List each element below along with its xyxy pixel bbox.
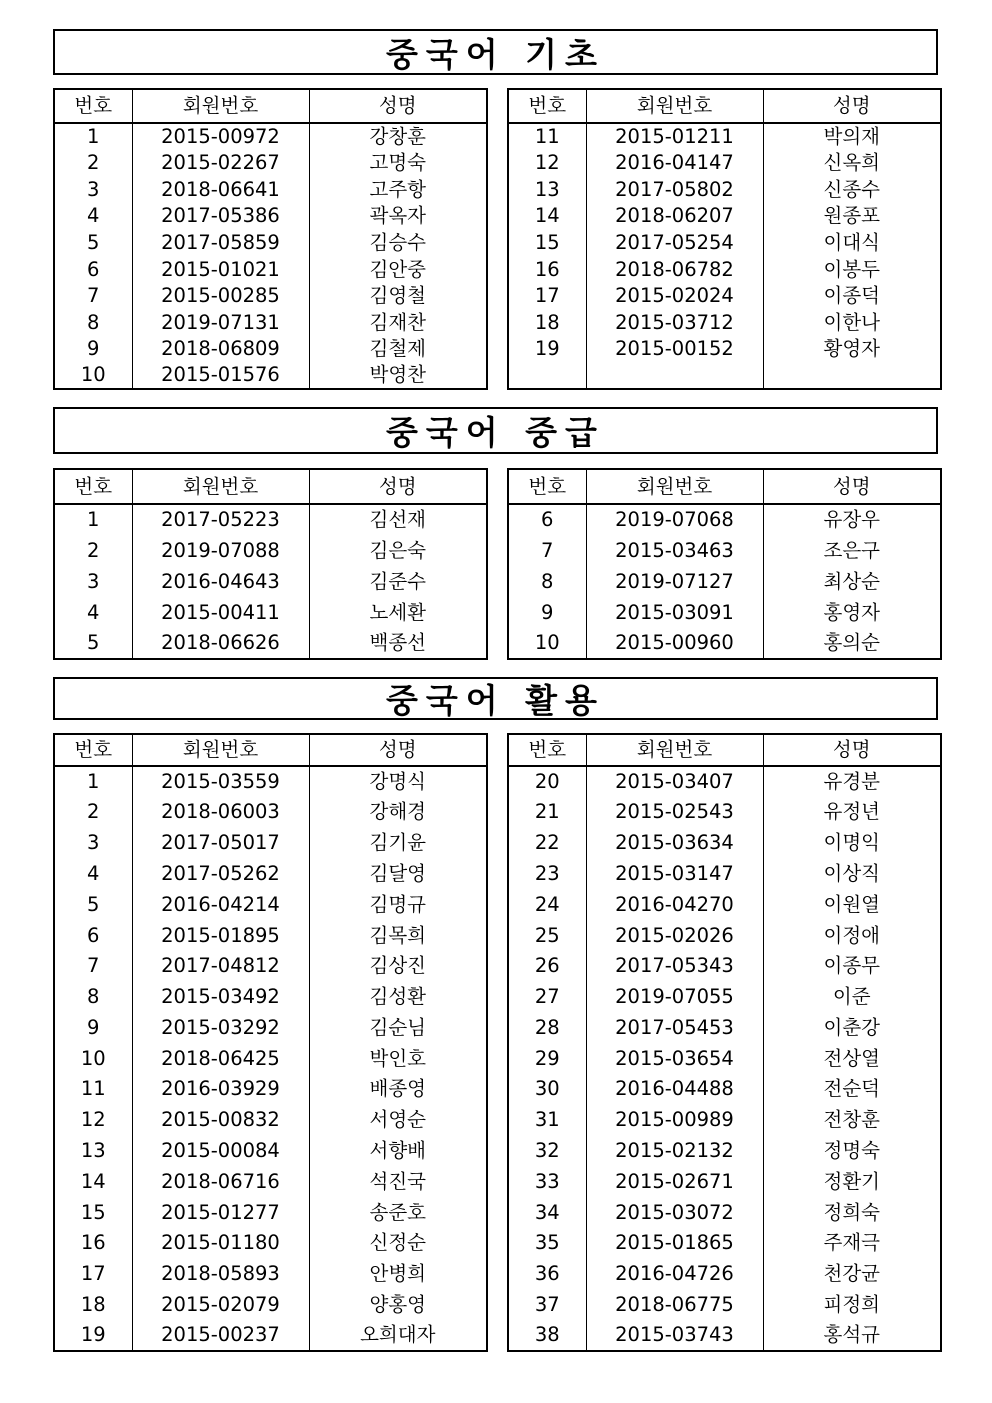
table-row xyxy=(508,256,941,283)
cell-no: 4 xyxy=(54,597,132,628)
cell-member-id: 2018-06626 xyxy=(132,628,309,659)
cell-member-id: 2015-03712 xyxy=(586,309,763,336)
cell-member-id: 2015-03492 xyxy=(132,981,309,1012)
table-row xyxy=(54,535,487,566)
cell-no: 9 xyxy=(508,597,586,628)
cell-member-id: 2015-01895 xyxy=(132,920,309,951)
cell-name: 오희대자 xyxy=(309,1320,487,1351)
cell-no: 8 xyxy=(54,309,132,336)
cell-no: 17 xyxy=(54,1259,132,1290)
cell-no: 24 xyxy=(508,889,586,920)
cell-no: 4 xyxy=(54,203,132,230)
cell-name: 김명규 xyxy=(309,889,487,920)
cell-member-id: 2019-07068 xyxy=(586,504,763,535)
cell-name: 서향배 xyxy=(309,1135,487,1166)
cell-member-id: 2017-05386 xyxy=(132,203,309,230)
cell-no: 17 xyxy=(508,283,586,310)
cell-member-id: 2015-01865 xyxy=(586,1228,763,1259)
cell-no: 13 xyxy=(54,1135,132,1166)
cell-no: 35 xyxy=(508,1228,586,1259)
table-row xyxy=(508,1135,941,1166)
cell-name: 김성환 xyxy=(309,981,487,1012)
cell-member-id: 2018-06782 xyxy=(586,256,763,283)
cell-no: 13 xyxy=(508,176,586,203)
roster-table-intermediate-left xyxy=(53,468,488,660)
cell-name: 정환기 xyxy=(763,1166,941,1197)
table-row xyxy=(54,889,487,920)
cell-no: 8 xyxy=(508,566,586,597)
header-name: 성명 xyxy=(309,734,487,766)
cell-name: 백종선 xyxy=(309,628,487,659)
table-row xyxy=(508,766,941,797)
cell-no: 34 xyxy=(508,1197,586,1228)
header-member-id: 회원번호 xyxy=(586,469,763,504)
cell-no: 32 xyxy=(508,1135,586,1166)
cell-no: 7 xyxy=(54,283,132,310)
cell-name: 이종덕 xyxy=(763,283,941,310)
table-row xyxy=(54,828,487,859)
cell-name: 고주항 xyxy=(309,176,487,203)
table-row xyxy=(508,1012,941,1043)
cell-no: 14 xyxy=(508,203,586,230)
cell-no: 28 xyxy=(508,1012,586,1043)
table-row xyxy=(54,309,487,336)
table-row xyxy=(508,1197,941,1228)
cell-no: 2 xyxy=(54,797,132,828)
cell-name: 배종영 xyxy=(309,1074,487,1105)
cell-no: 9 xyxy=(54,336,132,363)
cell-name: 정희숙 xyxy=(763,1197,941,1228)
cell-name: 전순덕 xyxy=(763,1074,941,1105)
cell-member-id: 2019-07131 xyxy=(132,309,309,336)
cell-no xyxy=(508,362,586,389)
table-row xyxy=(508,1105,941,1136)
table-row xyxy=(508,1259,941,1290)
table-row xyxy=(54,1074,487,1105)
table-row xyxy=(508,1228,941,1259)
cell-name: 홍의순 xyxy=(763,628,941,659)
header-no: 번호 xyxy=(508,469,586,504)
table-row xyxy=(54,1259,487,1290)
table-row xyxy=(508,920,941,951)
header-no: 번호 xyxy=(508,734,586,766)
cell-name: 김기윤 xyxy=(309,828,487,859)
cell-member-id: 2018-06641 xyxy=(132,176,309,203)
cell-no: 21 xyxy=(508,797,586,828)
cell-no: 38 xyxy=(508,1320,586,1351)
cell-no: 16 xyxy=(54,1228,132,1259)
cell-name: 이춘강 xyxy=(763,1012,941,1043)
cell-no: 3 xyxy=(54,176,132,203)
cell-name: 홍영자 xyxy=(763,597,941,628)
table-row xyxy=(508,309,941,336)
header-member-id: 회원번호 xyxy=(586,734,763,766)
header-no: 번호 xyxy=(54,734,132,766)
cell-name: 곽옥자 xyxy=(309,203,487,230)
cell-name: 석진국 xyxy=(309,1166,487,1197)
cell-name: 이봉두 xyxy=(763,256,941,283)
cell-name: 김선재 xyxy=(309,504,487,535)
cell-name: 김철제 xyxy=(309,336,487,363)
header-no: 번호 xyxy=(54,89,132,123)
cell-name: 유장우 xyxy=(763,504,941,535)
cell-member-id: 2018-06716 xyxy=(132,1166,309,1197)
cell-member-id: 2016-04726 xyxy=(586,1259,763,1290)
cell-member-id: 2015-00989 xyxy=(586,1105,763,1136)
cell-name: 피정희 xyxy=(763,1289,941,1320)
cell-member-id: 2015-00832 xyxy=(132,1105,309,1136)
cell-no: 36 xyxy=(508,1259,586,1290)
cell-no: 5 xyxy=(54,628,132,659)
cell-no: 29 xyxy=(508,1043,586,1074)
cell-member-id: 2015-03743 xyxy=(586,1320,763,1351)
cell-name: 유경분 xyxy=(763,766,941,797)
table-row xyxy=(508,229,941,256)
table-row xyxy=(54,256,487,283)
cell-name: 양홍영 xyxy=(309,1289,487,1320)
cell-member-id: 2017-05453 xyxy=(586,1012,763,1043)
roster-table-basic-right xyxy=(507,88,942,390)
cell-member-id: 2016-03929 xyxy=(132,1074,309,1105)
cell-member-id: 2017-04812 xyxy=(132,951,309,982)
cell-name: 김달영 xyxy=(309,858,487,889)
cell-name: 이상직 xyxy=(763,858,941,889)
header-no: 번호 xyxy=(508,89,586,123)
cell-name: 안병희 xyxy=(309,1259,487,1290)
table-row xyxy=(508,1074,941,1105)
cell-name: 주재극 xyxy=(763,1228,941,1259)
table-row xyxy=(54,628,487,659)
cell-member-id: 2015-03463 xyxy=(586,535,763,566)
header-member-id: 회원번호 xyxy=(132,89,309,123)
cell-no: 31 xyxy=(508,1105,586,1136)
cell-name: 박영찬 xyxy=(309,362,487,389)
table-row xyxy=(54,1320,487,1351)
cell-member-id: 2017-05017 xyxy=(132,828,309,859)
cell-no: 4 xyxy=(54,858,132,889)
cell-name: 유정년 xyxy=(763,797,941,828)
table-row xyxy=(54,597,487,628)
table-row xyxy=(508,535,941,566)
cell-name xyxy=(763,362,941,389)
table-row xyxy=(508,336,941,363)
cell-member-id: 2015-03407 xyxy=(586,766,763,797)
cell-no: 1 xyxy=(54,123,132,150)
table-row xyxy=(508,203,941,230)
cell-no: 25 xyxy=(508,920,586,951)
header-member-id: 회원번호 xyxy=(132,469,309,504)
cell-no: 19 xyxy=(54,1320,132,1351)
cell-no: 10 xyxy=(54,362,132,389)
cell-name: 김상진 xyxy=(309,951,487,982)
table-row xyxy=(54,229,487,256)
cell-no: 9 xyxy=(54,1012,132,1043)
cell-no: 15 xyxy=(508,229,586,256)
cell-member-id: 2015-03072 xyxy=(586,1197,763,1228)
cell-name: 전창훈 xyxy=(763,1105,941,1136)
cell-member-id: 2016-04643 xyxy=(132,566,309,597)
table-row xyxy=(54,951,487,982)
cell-no: 6 xyxy=(508,504,586,535)
table-row xyxy=(54,920,487,951)
table-row xyxy=(508,1166,941,1197)
cell-member-id: 2019-07088 xyxy=(132,535,309,566)
cell-member-id: 2015-02026 xyxy=(586,920,763,951)
cell-member-id: 2015-03654 xyxy=(586,1043,763,1074)
roster-table-basic-left xyxy=(53,88,488,390)
cell-no: 8 xyxy=(54,981,132,1012)
table-row xyxy=(508,1320,941,1351)
cell-member-id: 2015-03147 xyxy=(586,858,763,889)
cell-member-id: 2017-05343 xyxy=(586,951,763,982)
cell-no: 11 xyxy=(508,123,586,150)
cell-no: 1 xyxy=(54,766,132,797)
roster-table-applied-right xyxy=(507,733,942,1352)
cell-name: 김준수 xyxy=(309,566,487,597)
table-row xyxy=(508,951,941,982)
cell-no: 18 xyxy=(54,1289,132,1320)
cell-member-id: 2015-00084 xyxy=(132,1135,309,1166)
cell-no: 11 xyxy=(54,1074,132,1105)
table-row xyxy=(508,283,941,310)
cell-member-id: 2017-05223 xyxy=(132,504,309,535)
cell-member-id: 2019-07055 xyxy=(586,981,763,1012)
table-row xyxy=(54,766,487,797)
cell-no: 15 xyxy=(54,1197,132,1228)
cell-member-id: 2015-03559 xyxy=(132,766,309,797)
header-name: 성명 xyxy=(309,469,487,504)
roster-table-applied-left xyxy=(53,733,488,1352)
cell-name: 박의재 xyxy=(763,123,941,150)
table-row xyxy=(54,1105,487,1136)
cell-member-id: 2015-03634 xyxy=(586,828,763,859)
cell-name: 이준 xyxy=(763,981,941,1012)
cell-name: 정명숙 xyxy=(763,1135,941,1166)
cell-member-id: 2015-00960 xyxy=(586,628,763,659)
cell-no: 27 xyxy=(508,981,586,1012)
table-row xyxy=(508,981,941,1012)
cell-name: 김영철 xyxy=(309,283,487,310)
cell-no: 12 xyxy=(508,150,586,177)
cell-member-id: 2015-01576 xyxy=(132,362,309,389)
cell-member-id: 2018-06003 xyxy=(132,797,309,828)
cell-no: 2 xyxy=(54,535,132,566)
table-row xyxy=(54,981,487,1012)
table-row xyxy=(508,797,941,828)
cell-member-id: 2015-02024 xyxy=(586,283,763,310)
cell-member-id: 2015-00285 xyxy=(132,283,309,310)
table-row xyxy=(54,1135,487,1166)
cell-name: 김은숙 xyxy=(309,535,487,566)
cell-name: 송준호 xyxy=(309,1197,487,1228)
cell-no: 23 xyxy=(508,858,586,889)
table-row xyxy=(54,797,487,828)
table-row xyxy=(54,336,487,363)
cell-name: 신옥희 xyxy=(763,150,941,177)
table-row xyxy=(54,1166,487,1197)
header-no: 번호 xyxy=(54,469,132,504)
cell-no: 18 xyxy=(508,309,586,336)
cell-no: 6 xyxy=(54,256,132,283)
cell-name: 이한나 xyxy=(763,309,941,336)
cell-name: 이정애 xyxy=(763,920,941,951)
table-row xyxy=(508,150,941,177)
cell-no: 10 xyxy=(54,1043,132,1074)
cell-no: 5 xyxy=(54,229,132,256)
table-row xyxy=(54,283,487,310)
table-row xyxy=(54,176,487,203)
cell-member-id: 2016-04214 xyxy=(132,889,309,920)
header-name: 성명 xyxy=(763,734,941,766)
header-name: 성명 xyxy=(763,469,941,504)
table-row xyxy=(54,203,487,230)
cell-no: 12 xyxy=(54,1105,132,1136)
cell-name: 박인호 xyxy=(309,1043,487,1074)
header-member-id: 회원번호 xyxy=(586,89,763,123)
cell-name: 노세환 xyxy=(309,597,487,628)
table-row xyxy=(508,123,941,150)
table-row xyxy=(54,1043,487,1074)
cell-name: 이종무 xyxy=(763,951,941,982)
header-member-id: 회원번호 xyxy=(132,734,309,766)
cell-no: 5 xyxy=(54,889,132,920)
cell-name: 이원열 xyxy=(763,889,941,920)
cell-name: 김안중 xyxy=(309,256,487,283)
table-row xyxy=(508,828,941,859)
cell-no: 33 xyxy=(508,1166,586,1197)
cell-no: 14 xyxy=(54,1166,132,1197)
cell-name: 김재찬 xyxy=(309,309,487,336)
cell-member-id: 2018-06425 xyxy=(132,1043,309,1074)
header-name: 성명 xyxy=(763,89,941,123)
header-name: 성명 xyxy=(309,89,487,123)
cell-member-id: 2015-02671 xyxy=(586,1166,763,1197)
cell-member-id: 2015-01180 xyxy=(132,1228,309,1259)
cell-member-id: 2015-01211 xyxy=(586,123,763,150)
cell-member-id: 2018-06775 xyxy=(586,1289,763,1320)
cell-no: 1 xyxy=(54,504,132,535)
cell-member-id: 2016-04270 xyxy=(586,889,763,920)
table-row xyxy=(54,1012,487,1043)
cell-name: 강해경 xyxy=(309,797,487,828)
cell-member-id: 2015-01277 xyxy=(132,1197,309,1228)
cell-name: 황영자 xyxy=(763,336,941,363)
cell-member-id xyxy=(586,362,763,389)
table-row xyxy=(508,566,941,597)
cell-member-id: 2015-00972 xyxy=(132,123,309,150)
table-row xyxy=(508,504,941,535)
table-row xyxy=(54,362,487,389)
cell-name: 강창훈 xyxy=(309,123,487,150)
cell-member-id: 2019-07127 xyxy=(586,566,763,597)
table-row xyxy=(508,362,941,389)
cell-name: 조은구 xyxy=(763,535,941,566)
cell-member-id: 2016-04147 xyxy=(586,150,763,177)
section-title-applied: 중국어 활용 xyxy=(53,677,938,720)
cell-name: 김목희 xyxy=(309,920,487,951)
cell-member-id: 2015-03292 xyxy=(132,1012,309,1043)
table-row xyxy=(54,858,487,889)
cell-member-id: 2015-00411 xyxy=(132,597,309,628)
cell-no: 10 xyxy=(508,628,586,659)
cell-member-id: 2017-05254 xyxy=(586,229,763,256)
cell-name: 최상순 xyxy=(763,566,941,597)
cell-no: 26 xyxy=(508,951,586,982)
cell-name: 김순님 xyxy=(309,1012,487,1043)
table-row xyxy=(508,1289,941,1320)
cell-name: 원종포 xyxy=(763,203,941,230)
cell-member-id: 2015-02543 xyxy=(586,797,763,828)
cell-member-id: 2015-02132 xyxy=(586,1135,763,1166)
cell-member-id: 2015-02079 xyxy=(132,1289,309,1320)
cell-name: 김승수 xyxy=(309,229,487,256)
cell-no: 7 xyxy=(54,951,132,982)
cell-no: 16 xyxy=(508,256,586,283)
cell-name: 강명식 xyxy=(309,766,487,797)
table-row xyxy=(54,1197,487,1228)
cell-name: 이대식 xyxy=(763,229,941,256)
cell-member-id: 2018-06207 xyxy=(586,203,763,230)
table-row xyxy=(54,504,487,535)
cell-name: 고명숙 xyxy=(309,150,487,177)
table-row xyxy=(508,858,941,889)
table-row xyxy=(54,123,487,150)
cell-name: 신정순 xyxy=(309,1228,487,1259)
cell-name: 신종수 xyxy=(763,176,941,203)
cell-no: 2 xyxy=(54,150,132,177)
cell-member-id: 2015-03091 xyxy=(586,597,763,628)
cell-name: 서영순 xyxy=(309,1105,487,1136)
table-row xyxy=(508,889,941,920)
cell-member-id: 2018-06809 xyxy=(132,336,309,363)
table-row xyxy=(54,150,487,177)
section-title-intermediate: 중국어 중급 xyxy=(53,407,938,454)
cell-member-id: 2015-02267 xyxy=(132,150,309,177)
table-row xyxy=(54,1228,487,1259)
cell-name: 전상열 xyxy=(763,1043,941,1074)
cell-member-id: 2017-05859 xyxy=(132,229,309,256)
cell-name: 홍석규 xyxy=(763,1320,941,1351)
table-row xyxy=(508,628,941,659)
cell-no: 6 xyxy=(54,920,132,951)
cell-member-id: 2017-05262 xyxy=(132,858,309,889)
cell-no: 37 xyxy=(508,1289,586,1320)
table-row xyxy=(54,566,487,597)
cell-member-id: 2016-04488 xyxy=(586,1074,763,1105)
cell-no: 3 xyxy=(54,828,132,859)
cell-no: 20 xyxy=(508,766,586,797)
cell-name: 천강균 xyxy=(763,1259,941,1290)
cell-member-id: 2015-00152 xyxy=(586,336,763,363)
roster-table-intermediate-right xyxy=(507,468,942,660)
table-row xyxy=(54,1289,487,1320)
table-row xyxy=(508,597,941,628)
cell-no: 30 xyxy=(508,1074,586,1105)
cell-member-id: 2018-05893 xyxy=(132,1259,309,1290)
cell-member-id: 2015-00237 xyxy=(132,1320,309,1351)
cell-name: 이명익 xyxy=(763,828,941,859)
cell-member-id: 2017-05802 xyxy=(586,176,763,203)
table-row xyxy=(508,176,941,203)
cell-no: 19 xyxy=(508,336,586,363)
cell-no: 7 xyxy=(508,535,586,566)
cell-no: 22 xyxy=(508,828,586,859)
cell-member-id: 2015-01021 xyxy=(132,256,309,283)
section-title-basic: 중국어 기초 xyxy=(53,29,938,75)
cell-no: 3 xyxy=(54,566,132,597)
table-row xyxy=(508,1043,941,1074)
